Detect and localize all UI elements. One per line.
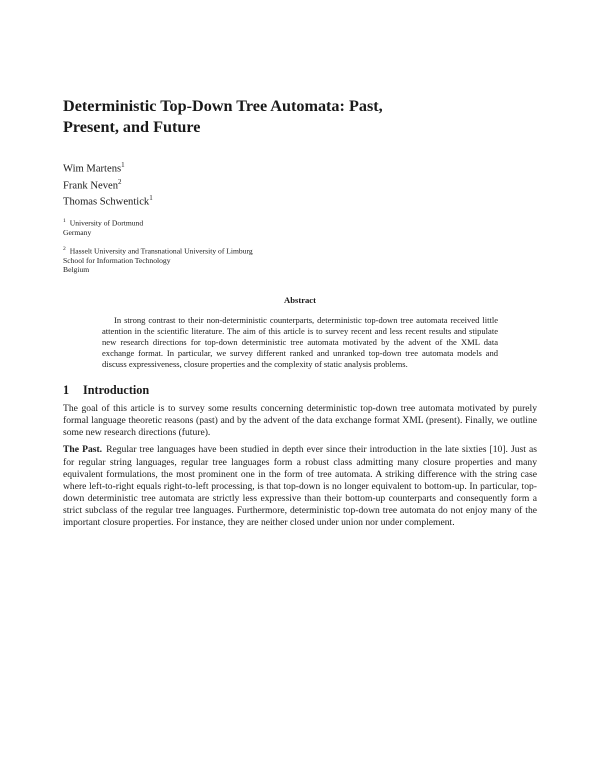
title-line-1: Deterministic Top-Down Tree Automata: Past,: [63, 97, 383, 115]
section-title: Introduction: [83, 383, 150, 398]
intro-paragraph: The goal of this article is to survey some results concerning deterministic top-down tree automata motivated by purely formal language theoretic reasons (past) and by the advent of the data exchange format XML (present). Finally, we outline some new research directions (future).: [63, 403, 537, 439]
affiliation-mark: 1: [149, 194, 153, 203]
paper-page: [63, 96, 537, 529]
affiliation-mark: 2: [118, 177, 122, 186]
author: Thomas Schwentick$^1$: [63, 194, 153, 208]
author-list: [63, 159, 537, 209]
author: Wim Martens$^1$: [63, 161, 125, 175]
abstract-text: In strong contrast to their non-deterministic counterparts, deterministic top-down tree automata received little attention in the scientific literature. The aim of this article is to survey recent and less recent results and stipulate new research directions for top-down deterministic tree automata motivated by the advent of the XML data exchange format. In particular, we survey different ranked and unranked top-down tree automata models and discuss expressiveness, closure properties and the complexity of static analysis problems.: [102, 314, 498, 370]
affiliation-list: [63, 217, 537, 275]
section-heading: [63, 383, 537, 398]
paper-title: [63, 96, 537, 138]
section-number: 1: [63, 383, 70, 398]
past-paragraph: [63, 444, 537, 529]
past-text: Regular tree languages have been studied in depth ever since their introduction in the late sixties [10]. Just as for regular string languages, regular tree languages form a robust class admitting many closure properties and many equivalent formulations, the most prominent one in the form of tree automata. A striking difference with the string case where left-to-right equals right-to-left processing, is that top-down is no longer equivalent to bottom-up. In particular, top-down deterministic tree automata are strictly less expressive than their bottom-up counterparts and consequently form a strict subclass of the regular tree languages. Furthermore, deterministic top-down tree automata do not enjoy many of the important closure properties. For instance, they are neither closed under union nor under complement.: [63, 444, 538, 528]
past-heading: The Past.: [63, 444, 103, 456]
title-line-2: Present, and Future: [63, 118, 201, 136]
author: Frank Neven$^2$: [63, 177, 122, 192]
abstract-heading: Abstract: [284, 294, 316, 305]
affiliation-mark: 1: [121, 161, 125, 169]
affiliation: $^1$ University of Dortmund Germany: [63, 217, 144, 237]
affiliation: $^2$ Hasselt University and Transnational University of Limburg School for Information Technology Belgium: [63, 245, 253, 275]
